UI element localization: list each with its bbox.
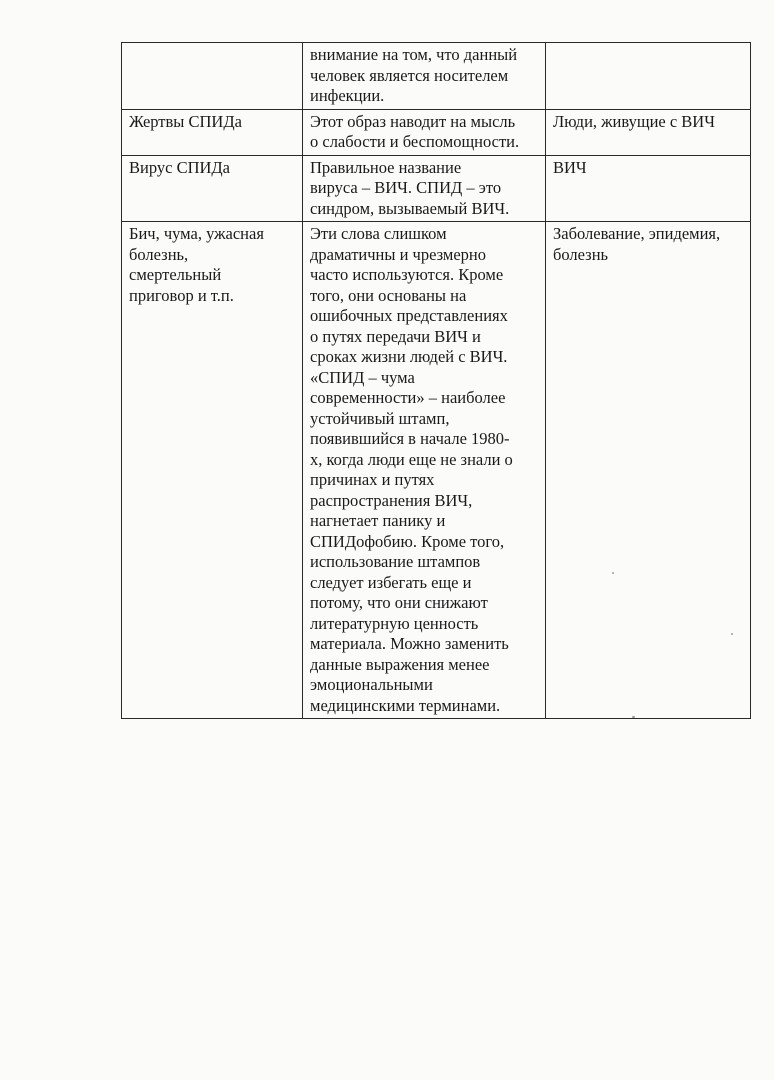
cell-line: данные выражения менее (310, 654, 490, 674)
cell-line: распространения ВИЧ, (310, 490, 473, 510)
cell-line: СПИДофобию. Кроме того, (310, 531, 505, 551)
cell-line: сроках жизни людей с ВИЧ. (310, 347, 508, 366)
replacement-cell (546, 155, 751, 222)
cell-line: человек является носителем (310, 65, 509, 85)
cell-line: о слабости и беспомощности. (310, 132, 520, 151)
cell-line: Эти слова слишком (310, 224, 447, 243)
cell-line: болезнь (553, 244, 609, 264)
cell-line: современности» – наиболее (310, 388, 506, 407)
cell-line: часто используются. Кроме (310, 265, 504, 284)
replacement-cell (546, 43, 751, 110)
cell-line: Вирус СПИДа (129, 157, 230, 177)
cell-line: Люди, живущие с ВИЧ (553, 111, 715, 131)
cell-line: внимание на том, что данный (310, 45, 518, 64)
cell-line: медицинскими терминами. (310, 695, 501, 715)
cell-line: драматичны и чрезмерно (310, 244, 486, 264)
cell-line: ВИЧ (553, 157, 587, 177)
terminology-table (121, 42, 751, 719)
table-row (122, 222, 751, 719)
term-cell (122, 43, 303, 110)
explanation-cell (303, 43, 546, 110)
cell-line: причинах и путях (310, 470, 435, 489)
explanation-cell (303, 109, 546, 155)
term-cell (122, 109, 303, 155)
explanation-cell (303, 222, 546, 719)
replacement-cell (546, 109, 751, 155)
cell-line: Этот образ наводит на мысль (310, 111, 516, 131)
scan-speck (632, 716, 635, 718)
cell-line: х, когда люди еще не знали о (310, 449, 513, 469)
scan-speck (731, 633, 733, 635)
cell-line: вируса – ВИЧ. СПИД – это (310, 178, 502, 197)
cell-line: Правильное название (310, 157, 462, 177)
cell-line: нагнетает панику и (310, 511, 446, 530)
cell-line: смертельный (129, 265, 222, 284)
cell-line: приговор и т.п. (129, 285, 234, 305)
cell-line: материала. Можно заменить (310, 634, 509, 653)
term-cell (122, 222, 303, 719)
table-row (122, 43, 751, 110)
cell-line: устойчивый штамп, (310, 408, 450, 428)
cell-line: Бич, чума, ужасная (129, 224, 264, 243)
cell-line: появившийся в начале 1980- (310, 429, 510, 448)
cell-line: эмоциональными (310, 675, 433, 694)
cell-line: ошибочных представлениях (310, 306, 508, 325)
cell-line: Заболевание, эпидемия, (553, 224, 721, 243)
table-row (122, 109, 751, 155)
cell-line: потому, что они снижают (310, 593, 488, 612)
scan-speck (612, 572, 614, 574)
cell-line: о путях передачи ВИЧ и (310, 326, 481, 346)
cell-line: Жертвы СПИДа (129, 111, 242, 131)
cell-line: синдром, вызываемый ВИЧ. (310, 198, 510, 218)
cell-line: следует избегать еще и (310, 572, 472, 592)
table-row (122, 155, 751, 222)
explanation-cell (303, 155, 546, 222)
cell-line: инфекции. (310, 86, 385, 105)
cell-line: болезнь, (129, 244, 189, 264)
term-cell (122, 155, 303, 222)
replacement-cell (546, 222, 751, 719)
cell-line: использование штампов (310, 552, 481, 571)
cell-line: того, они основаны на (310, 285, 467, 305)
cell-line: «СПИД – чума (310, 367, 415, 387)
cell-line: литературную ценность (310, 613, 479, 633)
